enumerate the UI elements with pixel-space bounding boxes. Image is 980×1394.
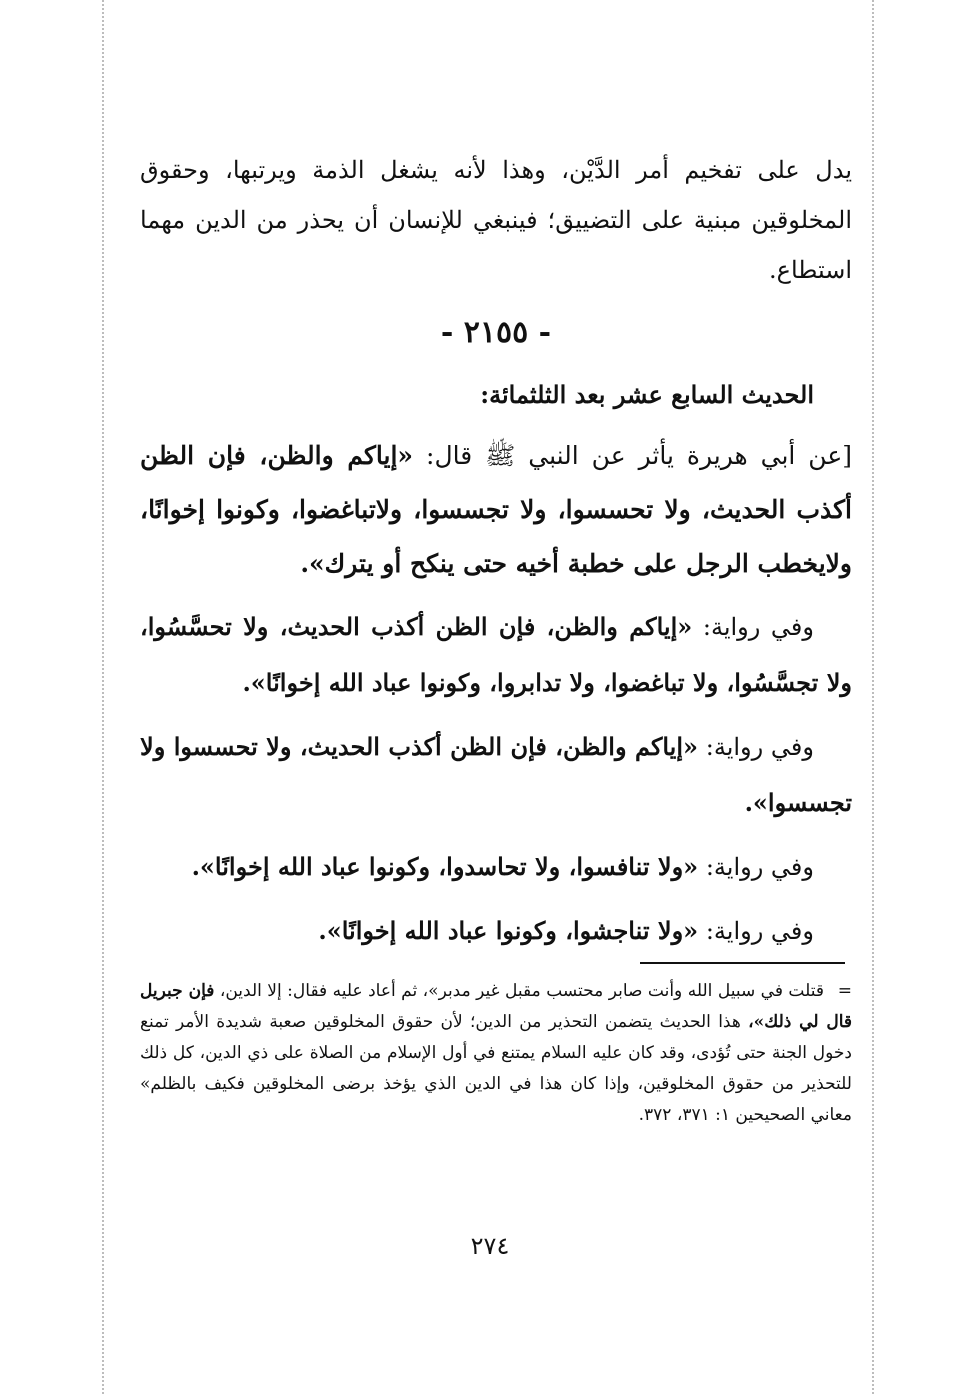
- footnote: [140, 976, 852, 1131]
- riwaya-2: [140, 719, 852, 831]
- riwaya-1: [140, 599, 852, 711]
- hadith-number: - ٢١٥٥ -: [440, 315, 552, 350]
- main-text: [140, 145, 852, 967]
- riwaya-3: [140, 839, 852, 895]
- margin-dotted-line-left: [102, 0, 104, 1394]
- footnote-part3: هذا الحديث يتضمن التحذير من الدين؛ لأن حقوق المخلوقين صعبة شديدة الأمر تمنع دخول الجنة حتى تُؤدى، وقد كان عليه السلام يمتنع في أول الإسلام من الصلاة على ذي الدين، كل ذلك للتحذير من حقوق المخلوقين، وإذا كان هذا في الدين الذي يؤخذ برضى المخلوقين فكيف بالظلم» معاني الصحيحين ١: ٣٧١، ٣٧٢.: [140, 1012, 852, 1125]
- margin-dotted-line-right: [872, 0, 874, 1394]
- riwaya-lead: وفي رواية:: [705, 917, 814, 945]
- riwaya-quote: «ولا تنافسوا، ولا تحاسدوا، وكونوا عباد الله إخوانًا».: [191, 852, 699, 881]
- hadith-quote: «إياكم والظن، فإن الظن أكذب الحديث، ولا تحسسوا، ولا تجسسوا، ولاتباغضوا، وكونوا إخوانًا، ولايخطب الرجل على خطبة أخيه حتى ينكح أو يترك».: [140, 441, 852, 578]
- footnote-part1: قتلت في سبيل الله وأنت صابر محتسب مقبل غير مدبر»، ثم أعاد عليه فقال: إلا الدين،: [219, 981, 824, 1001]
- riwaya-quote: «ولا تناجشوا، وكونوا عباد الله إخوانًا».: [318, 916, 699, 945]
- intro-paragraph: يدل على تفخيم أمر الدَّيْن، وهذا لأنه يشغل الذمة ويرتبها، وحقوق المخلوقين مبنية على التضييق؛ فينبغي للإنسان أن يحذر من الدين مهما استطاع.: [140, 156, 852, 284]
- hadith-text: [140, 429, 852, 591]
- hadith-opening: [عن أبي هريرة يأثر عن النبي ﷺ قال:: [426, 441, 853, 470]
- riwaya-lead: وفي رواية:: [705, 853, 814, 881]
- footnote-continuation-mark: =: [837, 981, 852, 1001]
- riwaya-4: [140, 903, 852, 959]
- footnote-separator: [640, 962, 845, 964]
- page-number: ٢٧٤: [470, 1232, 510, 1260]
- riwaya-quote: «إياكم والظن، فإن الظن أكذب الحديث، ولا تحسَّسُوا، ولا تجسَّسُوا، ولا تباغضوا، ولا تدابروا، وكونوا عباد الله إخوانًا».: [140, 612, 852, 697]
- hadith-heading: الحديث السابع عشر بعد الثلثمائة:: [480, 380, 814, 409]
- riwaya-lead: وفي رواية:: [702, 613, 814, 641]
- riwaya-quote: «إياكم والظن، فإن الظن أكذب الحديث، ولا تحسسوا ولا تجسسوا».: [140, 732, 852, 817]
- footnote-part2: فإن جبريل قال لي ذلك»،: [140, 981, 852, 1032]
- riwaya-lead: وفي رواية:: [705, 733, 814, 761]
